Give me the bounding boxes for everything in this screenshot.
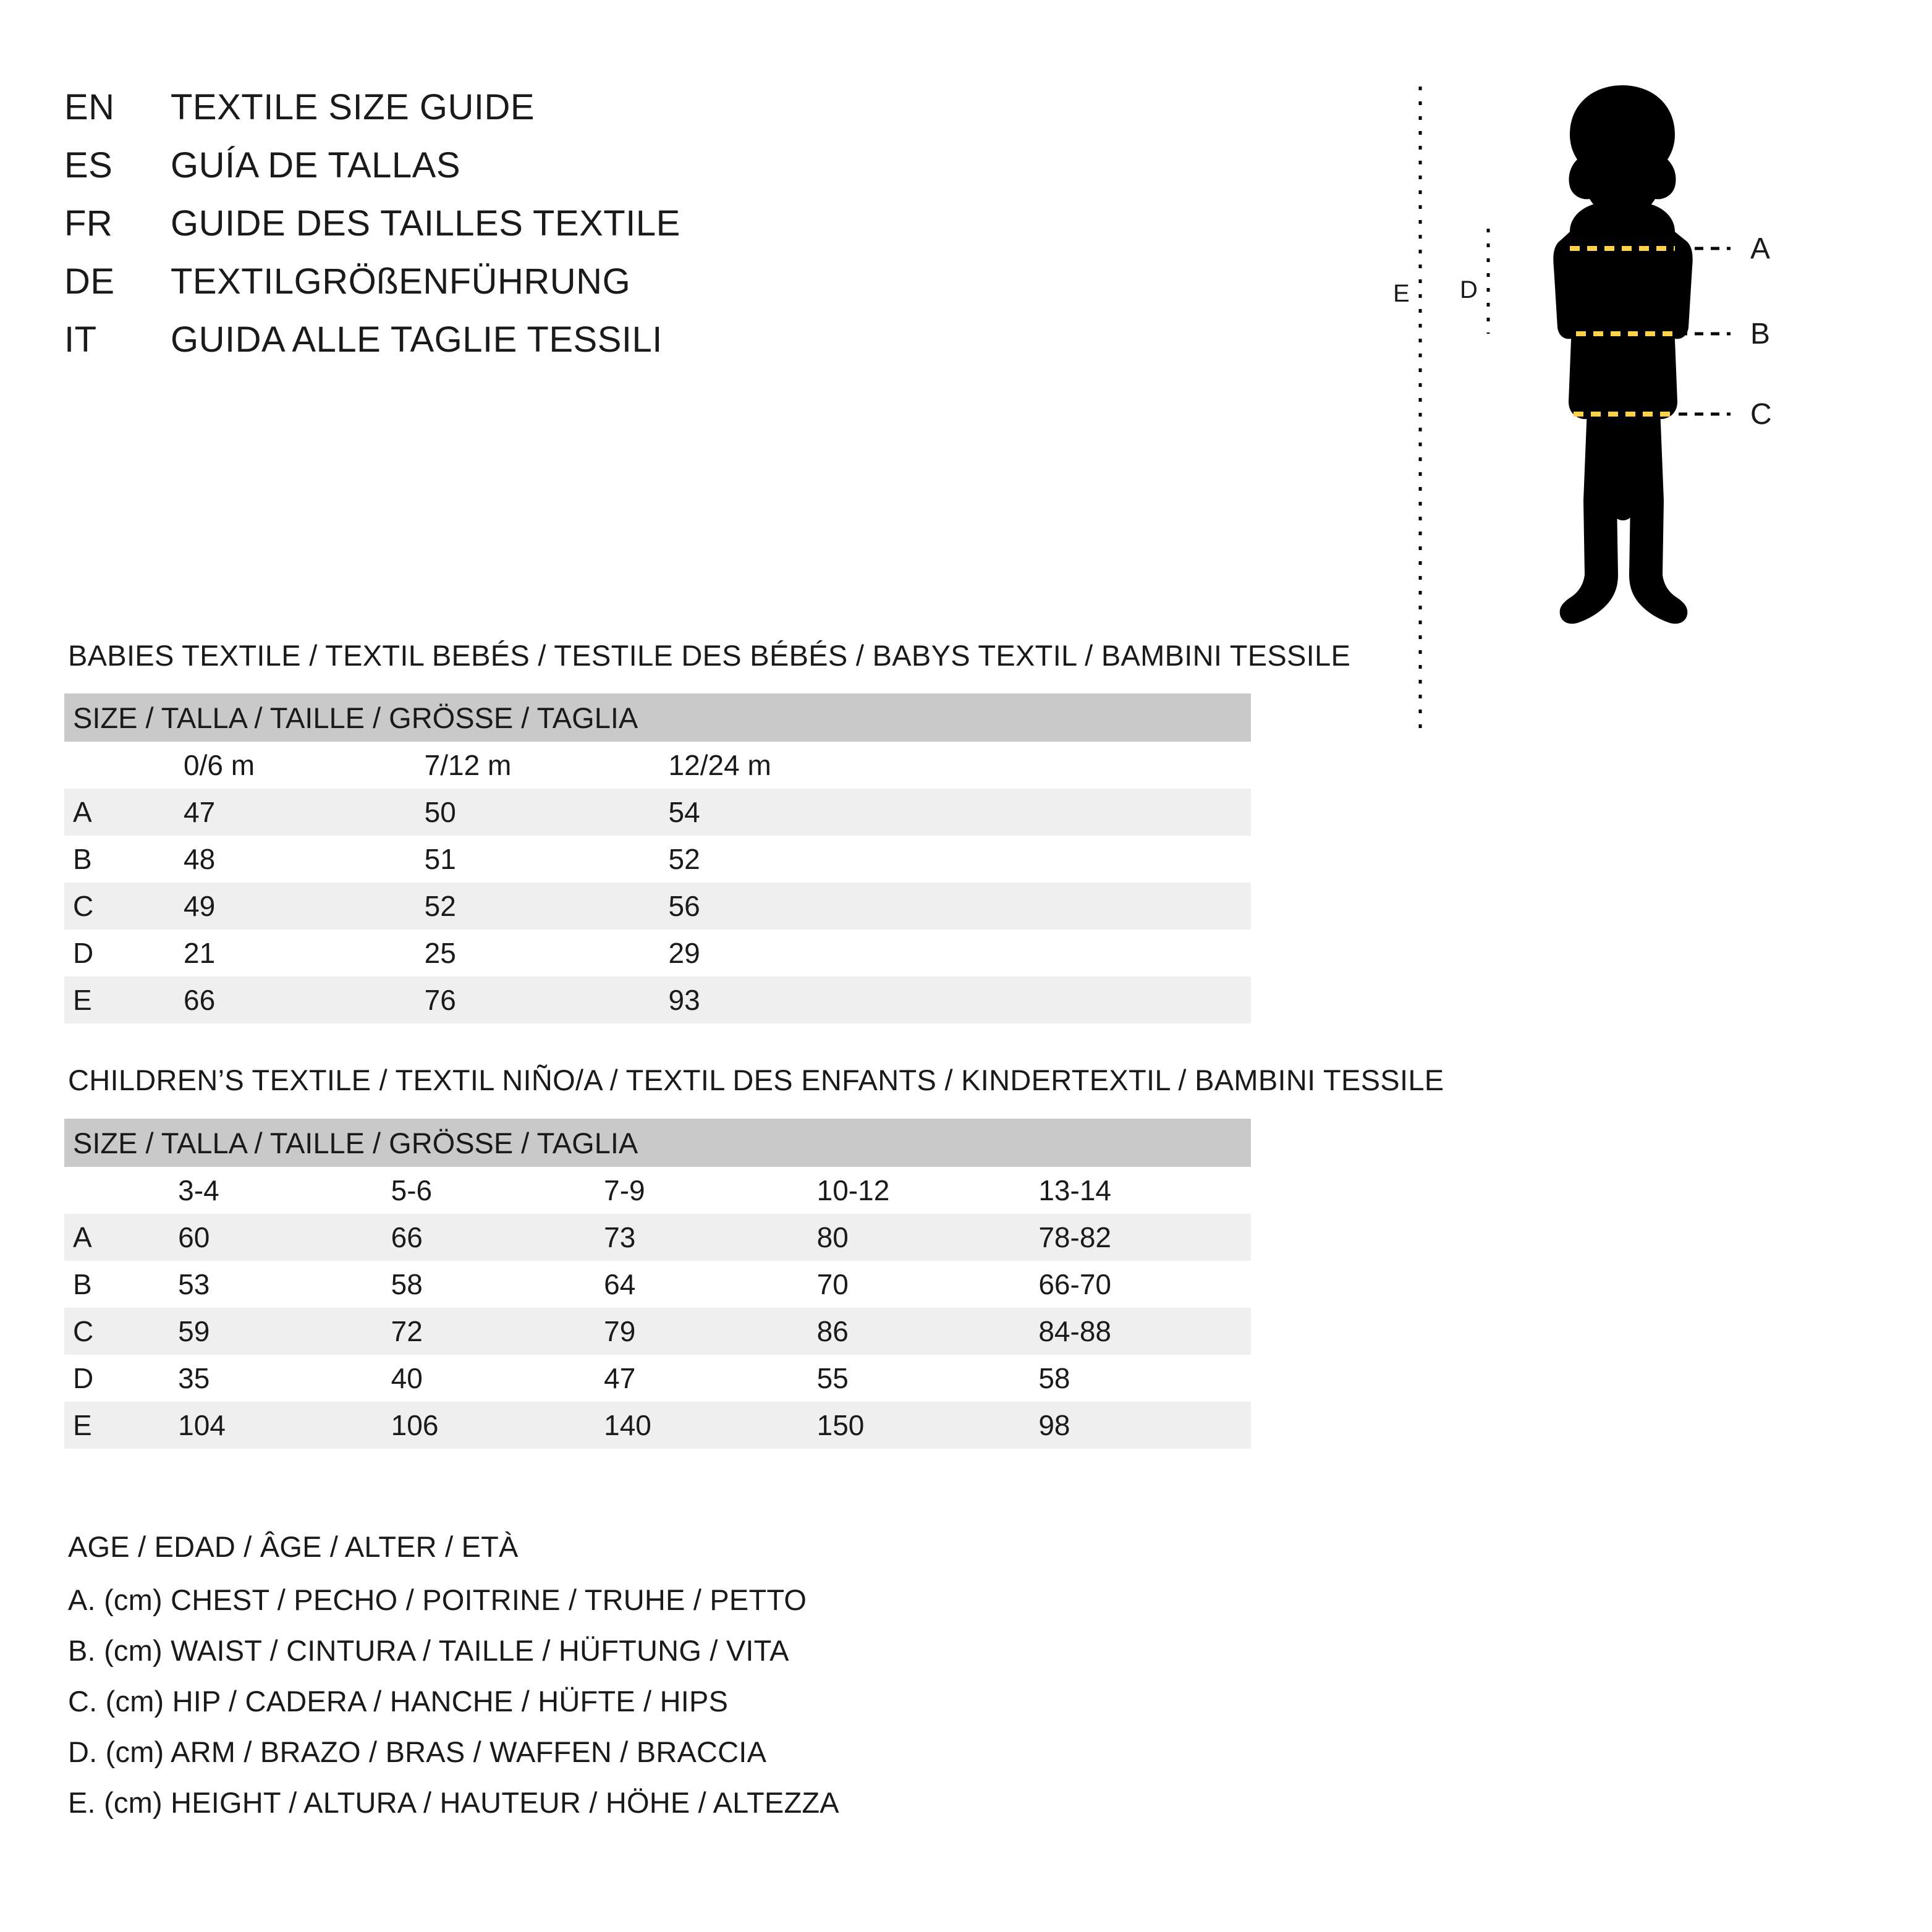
table-row xyxy=(64,1261,1251,1308)
language-code: EN xyxy=(64,87,115,127)
table-row xyxy=(64,1355,1251,1402)
cell-value: 86 xyxy=(758,1308,980,1355)
legend-item-height: E. (cm) HEIGHT / ALTURA / HAUTEUR / HÖHE / ALTEZZA xyxy=(68,1786,839,1819)
cell-value: 48 xyxy=(124,836,365,883)
cell-value: 47 xyxy=(544,1355,757,1402)
measurement-figure xyxy=(1384,74,1866,766)
babies-column-header: 12/24 m xyxy=(609,742,1251,789)
table-row-size-header xyxy=(64,693,1251,742)
babies-section-heading: BABIES TEXTILE / TEXTIL BEBÉS / TESTILE DES BÉBÉS / BABYS TEXTIL / BAMBINI TESSILE xyxy=(68,639,1351,672)
language-code: IT xyxy=(64,320,97,360)
language-title-block xyxy=(64,87,680,377)
cell-value: 49 xyxy=(124,883,365,930)
language-title: GUIDA ALLE TAGLIE TESSILI xyxy=(171,320,663,360)
cell-value: 93 xyxy=(609,977,1251,1023)
empty-corner-cell xyxy=(64,1167,119,1214)
cell-value: 72 xyxy=(332,1308,544,1355)
legend-title: AGE / EDAD / ÂGE / ALTER / ETÀ xyxy=(68,1530,519,1563)
silhouette-shape xyxy=(1553,85,1692,624)
cell-value: 73 xyxy=(544,1214,757,1261)
row-label: E xyxy=(64,977,124,1023)
children-column-header: 3-4 xyxy=(119,1167,331,1214)
row-label: A xyxy=(64,1214,119,1261)
table-row xyxy=(64,1214,1251,1261)
children-column-header: 7-9 xyxy=(544,1167,757,1214)
row-label: C xyxy=(64,883,124,930)
cell-value: 47 xyxy=(124,789,365,836)
label-d: D xyxy=(1460,276,1478,303)
cell-value: 84-88 xyxy=(979,1308,1251,1355)
children-section-heading: CHILDREN’S TEXTILE / TEXTIL NIÑO/A / TEXTIL DES ENFANTS / KINDERTEXTIL / BAMBINI TESSILE xyxy=(68,1064,1444,1096)
language-row-it xyxy=(64,319,680,377)
language-row-es xyxy=(64,145,680,203)
cell-value: 59 xyxy=(119,1308,331,1355)
cell-value: 64 xyxy=(544,1261,757,1308)
row-label: B xyxy=(64,836,124,883)
cell-value: 76 xyxy=(365,977,609,1023)
language-title: GUÍA DE TALLAS xyxy=(171,145,461,185)
cell-value: 58 xyxy=(332,1261,544,1308)
cell-value: 98 xyxy=(979,1402,1251,1449)
row-label: D xyxy=(64,1355,119,1402)
table-row xyxy=(64,789,1251,836)
table-row-columns xyxy=(64,742,1251,789)
legend-item-waist: B. (cm) WAIST / CINTURA / TAILLE / HÜFTUNG / VITA xyxy=(68,1634,789,1667)
child-silhouette-diagram xyxy=(1384,74,1866,766)
cell-value: 21 xyxy=(124,930,365,977)
cell-value: 66 xyxy=(332,1214,544,1261)
cell-value: 78-82 xyxy=(979,1214,1251,1261)
table-row xyxy=(64,836,1251,883)
label-b: B xyxy=(1750,318,1771,350)
cell-value: 70 xyxy=(758,1261,980,1308)
language-title: GUIDE DES TAILLES TEXTILE xyxy=(171,203,680,244)
cell-value: 52 xyxy=(609,836,1251,883)
cell-value: 150 xyxy=(758,1402,980,1449)
cell-value: 58 xyxy=(979,1355,1251,1402)
cell-value: 35 xyxy=(119,1355,331,1402)
children-size-header-label: SIZE / TALLA / TAILLE / GRÖSSE / TAGLIA xyxy=(73,1126,638,1159)
cell-value: 51 xyxy=(365,836,609,883)
table-row-size-header xyxy=(64,1119,1251,1167)
cell-value: 40 xyxy=(332,1355,544,1402)
cell-value: 60 xyxy=(119,1214,331,1261)
cell-value: 54 xyxy=(609,789,1251,836)
language-code: FR xyxy=(64,203,113,244)
measurement-legend xyxy=(68,1530,839,1836)
cell-value: 79 xyxy=(544,1308,757,1355)
cell-value: 80 xyxy=(758,1214,980,1261)
table-row xyxy=(64,1402,1251,1449)
table-row xyxy=(64,977,1251,1023)
legend-item-hip: C. (cm) HIP / CADERA / HANCHE / HÜFTE / HIPS xyxy=(68,1685,729,1718)
legend-item-chest: A. (cm) CHEST / PECHO / POITRINE / TRUHE / PETTO xyxy=(68,1583,807,1616)
table-row xyxy=(64,1308,1251,1355)
babies-size-table xyxy=(64,693,1251,1023)
row-label: E xyxy=(64,1402,119,1449)
row-label: D xyxy=(64,930,124,977)
label-c: C xyxy=(1750,398,1772,431)
row-label: A xyxy=(64,789,124,836)
cell-value: 66-70 xyxy=(979,1261,1251,1308)
cell-value: 52 xyxy=(365,883,609,930)
children-column-header: 5-6 xyxy=(332,1167,544,1214)
cell-value: 104 xyxy=(119,1402,331,1449)
table-row-columns xyxy=(64,1167,1251,1214)
cell-value: 25 xyxy=(365,930,609,977)
cell-value: 50 xyxy=(365,789,609,836)
language-code: DE xyxy=(64,261,115,302)
babies-column-header: 0/6 m xyxy=(124,742,365,789)
language-row-de xyxy=(64,261,680,319)
empty-corner-cell xyxy=(64,742,124,789)
cell-value: 56 xyxy=(609,883,1251,930)
language-row-en xyxy=(64,87,680,145)
children-size-table xyxy=(64,1119,1251,1449)
children-column-header: 10-12 xyxy=(758,1167,980,1214)
cell-value: 29 xyxy=(609,930,1251,977)
language-title: TEXTILGRÖßENFÜHRUNG xyxy=(171,261,631,302)
babies-size-header-label: SIZE / TALLA / TAILLE / GRÖSSE / TAGLIA xyxy=(73,701,638,734)
cell-value: 66 xyxy=(124,977,365,1023)
row-label: C xyxy=(64,1308,119,1355)
babies-column-header: 7/12 m xyxy=(365,742,609,789)
cell-value: 140 xyxy=(544,1402,757,1449)
table-row xyxy=(64,930,1251,977)
cell-value: 106 xyxy=(332,1402,544,1449)
label-a: A xyxy=(1750,232,1771,265)
language-title: TEXTILE SIZE GUIDE xyxy=(171,87,535,127)
legend-item-arm: D. (cm) ARM / BRAZO / BRAS / WAFFEN / BRACCIA xyxy=(68,1735,767,1768)
row-label: B xyxy=(64,1261,119,1308)
language-code: ES xyxy=(64,145,113,185)
children-column-header: 13-14 xyxy=(979,1167,1251,1214)
cell-value: 55 xyxy=(758,1355,980,1402)
cell-value: 53 xyxy=(119,1261,331,1308)
table-row xyxy=(64,883,1251,930)
label-e: E xyxy=(1393,280,1410,307)
language-row-fr xyxy=(64,203,680,261)
